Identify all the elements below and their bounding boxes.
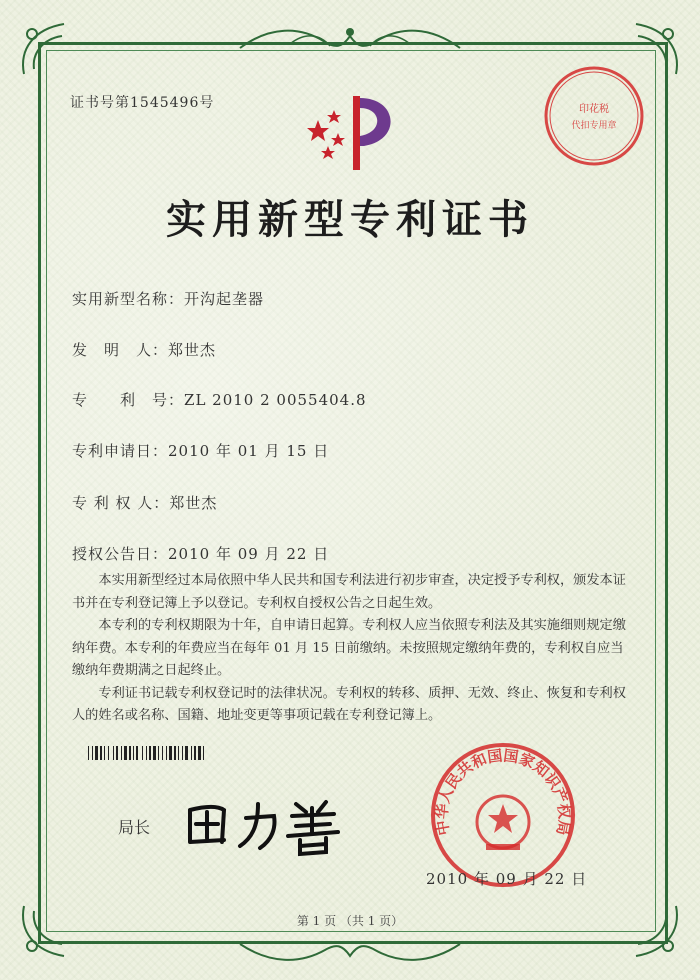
tax-stamp <box>540 62 648 170</box>
director-signature <box>176 782 366 860</box>
field-inventor <box>72 339 216 360</box>
field-utility-model-name <box>72 288 264 309</box>
field-value: 2010 年 09 月 22 日 <box>168 545 330 563</box>
top-ornament <box>230 22 470 56</box>
field-label: 专利申请日： <box>72 442 169 460</box>
field-announcement-date <box>72 543 329 564</box>
field-label: 发 明 人： <box>72 341 169 359</box>
director-label: 局长 <box>118 818 151 837</box>
field-label: 专 利 号： <box>72 391 185 409</box>
corner-ornament-br <box>616 896 686 966</box>
corner-ornament-tl <box>14 14 84 84</box>
field-filing-date <box>72 440 329 461</box>
seal-date: 2010 年 09 月 22 日 <box>426 870 588 888</box>
field-value: 郑世杰 <box>169 494 218 512</box>
field-label: 实用新型名称： <box>72 290 185 308</box>
field-value: 2010 年 01 月 15 日 <box>168 442 330 460</box>
field-patentee <box>72 492 217 513</box>
field-patent-number <box>72 389 367 410</box>
field-label: 专 利 权 人： <box>72 494 170 512</box>
field-value: ZL 2010 2 0055404.8 <box>184 391 367 409</box>
body-paragraph-3: 专利证书记载专利权登记时的法律状况。专利权的转移、质押、无效、终止、恢复和专利权人的姓名或名称、国籍、地址变更等事项记载在专利登记簿上。 <box>72 685 626 723</box>
field-value: 开沟起垄器 <box>184 290 265 308</box>
corner-ornament-bl <box>14 896 84 966</box>
certificate-title: 实用新型专利证书 <box>166 196 534 243</box>
page-number: 第 1 页 （共 1 页） <box>296 914 404 928</box>
svg-text:印花税: 印花税 <box>579 104 609 115</box>
bottom-ornament <box>230 938 470 968</box>
field-value: 郑世杰 <box>168 341 217 359</box>
body-paragraph-2: 本专利的专利权期限为十年，自申请日起算。专利权人应当依照专利法及其实施细则规定缴纳年费。本专利的年费应当在每年 01 月 15 日前缴纳。未按照规定缴纳年费的，专利权自应当缴纳年费期满之日起终止。 <box>72 618 626 678</box>
certificate-body-text <box>72 570 632 728</box>
patent-office-logo <box>298 88 408 178</box>
field-label: 授权公告日： <box>72 545 169 563</box>
svg-text:代扣专用章: 代扣专用章 <box>571 121 617 131</box>
barcode <box>88 746 298 760</box>
certificate-number: 证书号第1545496号 <box>70 95 215 111</box>
seal-text: 中华人民共和国国家知识产权局 <box>432 746 574 837</box>
body-paragraph-1: 本实用新型经过本局依照中华人民共和国专利法进行初步审查，决定授予专利权，颁发本证书并在专利登记簿上予以登记。专利权自授权公告之日起生效。 <box>72 573 626 611</box>
